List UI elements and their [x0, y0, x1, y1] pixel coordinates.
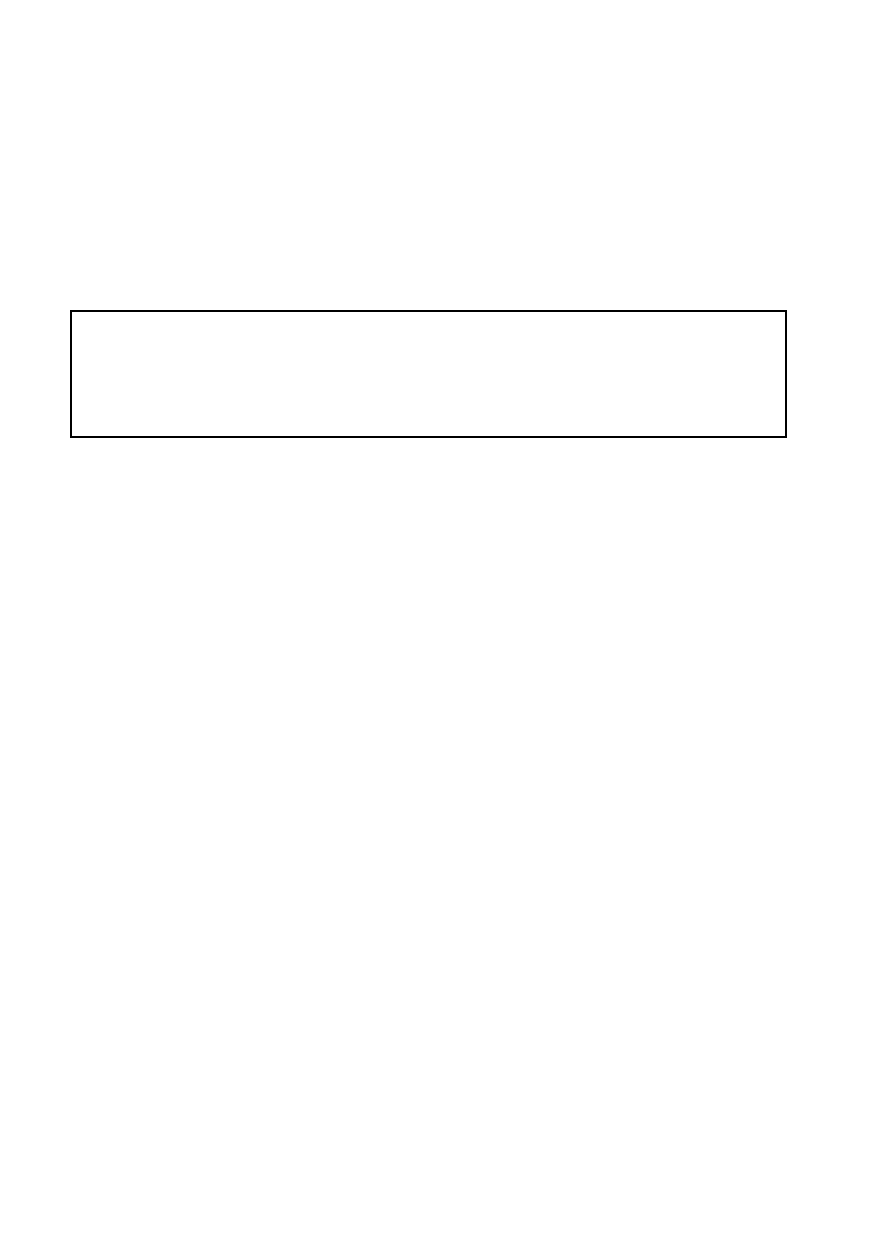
title-block: [68, 125, 795, 159]
square-bullet-icon: [86, 708, 110, 741]
title-bar-bottom-wrap: [68, 149, 795, 159]
education-overview: [68, 694, 794, 747]
content-label: [110, 708, 214, 741]
title-bar-bottom: [68, 149, 795, 159]
intro-box: [70, 310, 787, 438]
title-bar-top: [68, 125, 795, 135]
content-text: [214, 708, 794, 741]
content-row: [68, 708, 794, 741]
